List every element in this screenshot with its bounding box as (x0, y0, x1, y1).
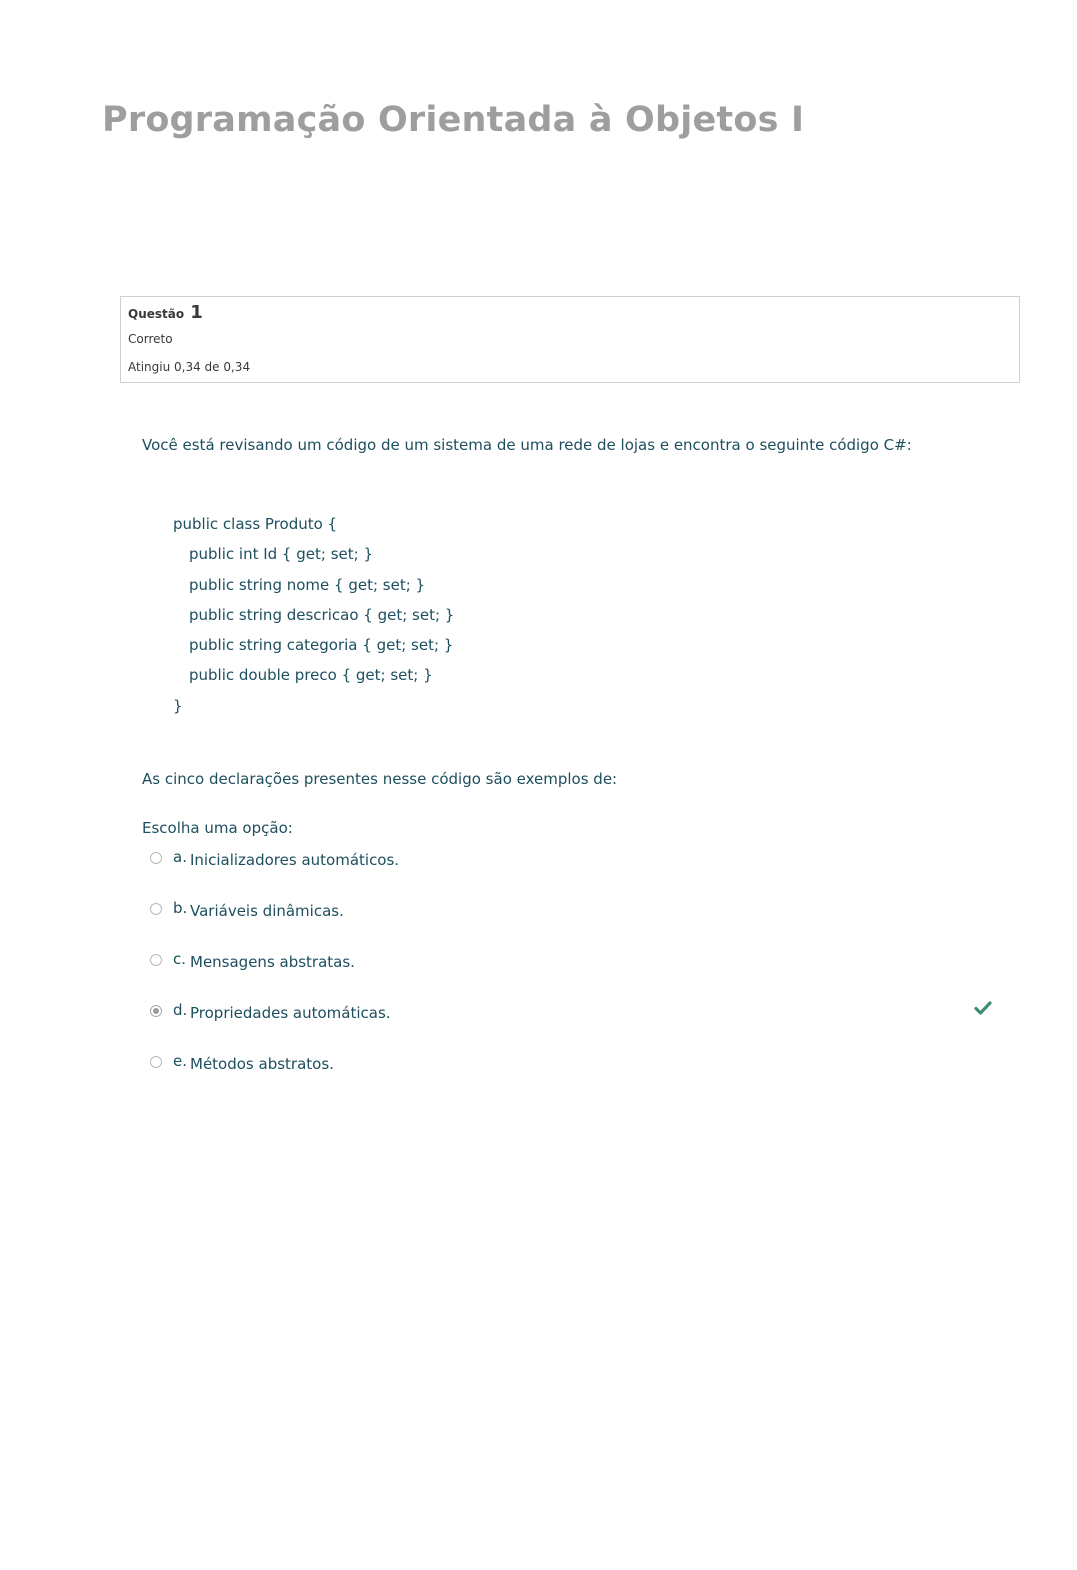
question-info-box (120, 296, 1020, 383)
answer-radio-d[interactable] (150, 1005, 162, 1017)
answer-letter: e. (173, 1052, 187, 1070)
answer-option-b[interactable] (150, 899, 1010, 932)
answer-text: Variáveis dinâmicas. (190, 902, 344, 920)
check-icon (974, 1000, 992, 1016)
answer-text: Propriedades automáticas. (190, 1004, 391, 1022)
answer-letter: d. (173, 1001, 188, 1019)
answer-letter: a. (173, 848, 187, 866)
answer-letter: b. (173, 899, 188, 917)
answer-text: Métodos abstratos. (190, 1055, 334, 1073)
code-block (173, 512, 454, 724)
code-line: public string descricao { get; set; } (189, 605, 455, 624)
answer-text: Mensagens abstratas. (190, 953, 355, 971)
answer-radio-e[interactable] (150, 1056, 162, 1068)
page-title: Programação Orientada à Objetos I (102, 100, 805, 140)
answer-radio-c[interactable] (150, 954, 162, 966)
question-text: As cinco declarações presentes nesse código são exemplos de: (142, 770, 618, 788)
question-number: 1 (190, 302, 203, 323)
question-label (128, 302, 203, 323)
answer-letter: c. (173, 950, 187, 968)
answer-option-c[interactable] (150, 950, 1010, 983)
code-line: public class Produto { (173, 515, 338, 533)
code-line: public string categoria { get; set; } (189, 636, 454, 655)
question-state: Correto (128, 332, 173, 346)
question-intro: Você está revisando um código de um sistema de uma rede de lojas e encontra o seguinte código C#: (142, 436, 912, 454)
code-line: public double preco { get; set; } (189, 666, 433, 685)
question-grade: Atingiu 0,34 de 0,34 (128, 360, 251, 374)
answer-radio-a[interactable] (150, 852, 162, 864)
answer-text: Inicializadores automáticos. (190, 851, 400, 869)
code-line: public int Id { get; set; } (189, 545, 373, 564)
question-label-text: Questão (128, 307, 185, 321)
answer-option-a[interactable] (150, 848, 1010, 881)
answer-option-d[interactable] (150, 1001, 1010, 1034)
answer-prompt: Escolha uma opção: (142, 819, 293, 837)
answer-option-e[interactable] (150, 1052, 1010, 1085)
code-line: } (173, 696, 183, 715)
code-line: public string nome { get; set; } (189, 575, 426, 594)
answer-radio-b[interactable] (150, 903, 162, 915)
